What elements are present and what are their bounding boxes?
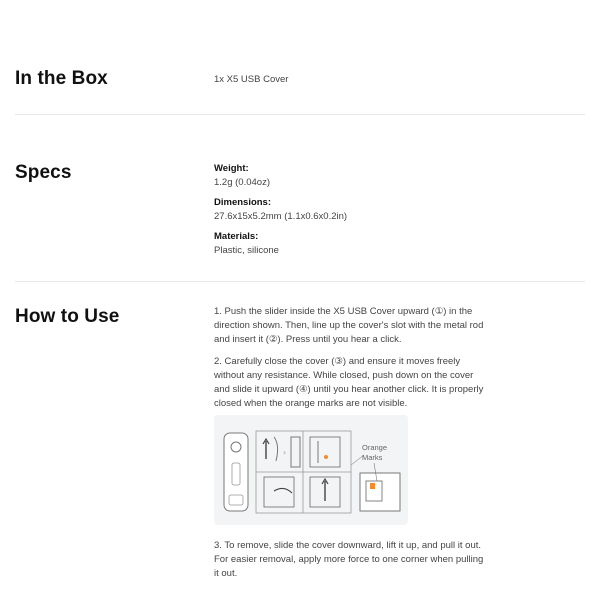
- step-3: 3. To remove, slide the cover downward, lift it up, and pull it out. For easier removal, apply more force to one corner when pulling it out.: [214, 540, 484, 579]
- step-2: 2. Carefully close the cover (③) and ensure it moves freely without any resistance. While closed, push down on the cover and slide it upward (④) until you hear another click. It is properly closed when the orange marks are not visible.: [214, 356, 484, 409]
- installation-diagram: [214, 415, 408, 525]
- specs-title: Specs: [15, 162, 72, 183]
- divider: [15, 114, 585, 115]
- spec-label-materials: Materials:: [214, 231, 259, 242]
- specs-list: [214, 162, 494, 264]
- spec-value-dimensions: 27.6x15x5.2mm (1.1x0.6x0.2in): [214, 211, 348, 222]
- figure-label-marks: Marks: [362, 453, 383, 462]
- how-to-use-title: How to Use: [15, 306, 120, 327]
- spec-label-weight: Weight:: [214, 163, 249, 174]
- divider: [15, 281, 585, 282]
- step-1: 1. Push the slider inside the X5 USB Cover upward (①) in the direction shown. Then, line up the cover's slot with the metal rod and insert it (②). Press until you hear a click.: [214, 306, 484, 345]
- spec-value-materials: Plastic, silicone: [214, 245, 279, 256]
- spec-label-dimensions: Dimensions:: [214, 197, 272, 208]
- spec-value-weight: 1.2g (0.04oz): [214, 177, 270, 188]
- in-the-box-title: In the Box: [15, 68, 108, 89]
- usb-cover-installation-illustration: [214, 415, 408, 525]
- figure-label-orange: Orange: [362, 443, 388, 452]
- steps-list-continued: [214, 539, 484, 589]
- in-the-box-item: 1x X5 USB Cover: [214, 74, 289, 85]
- steps-list: [214, 305, 484, 419]
- svg-text:›: ›: [283, 448, 287, 457]
